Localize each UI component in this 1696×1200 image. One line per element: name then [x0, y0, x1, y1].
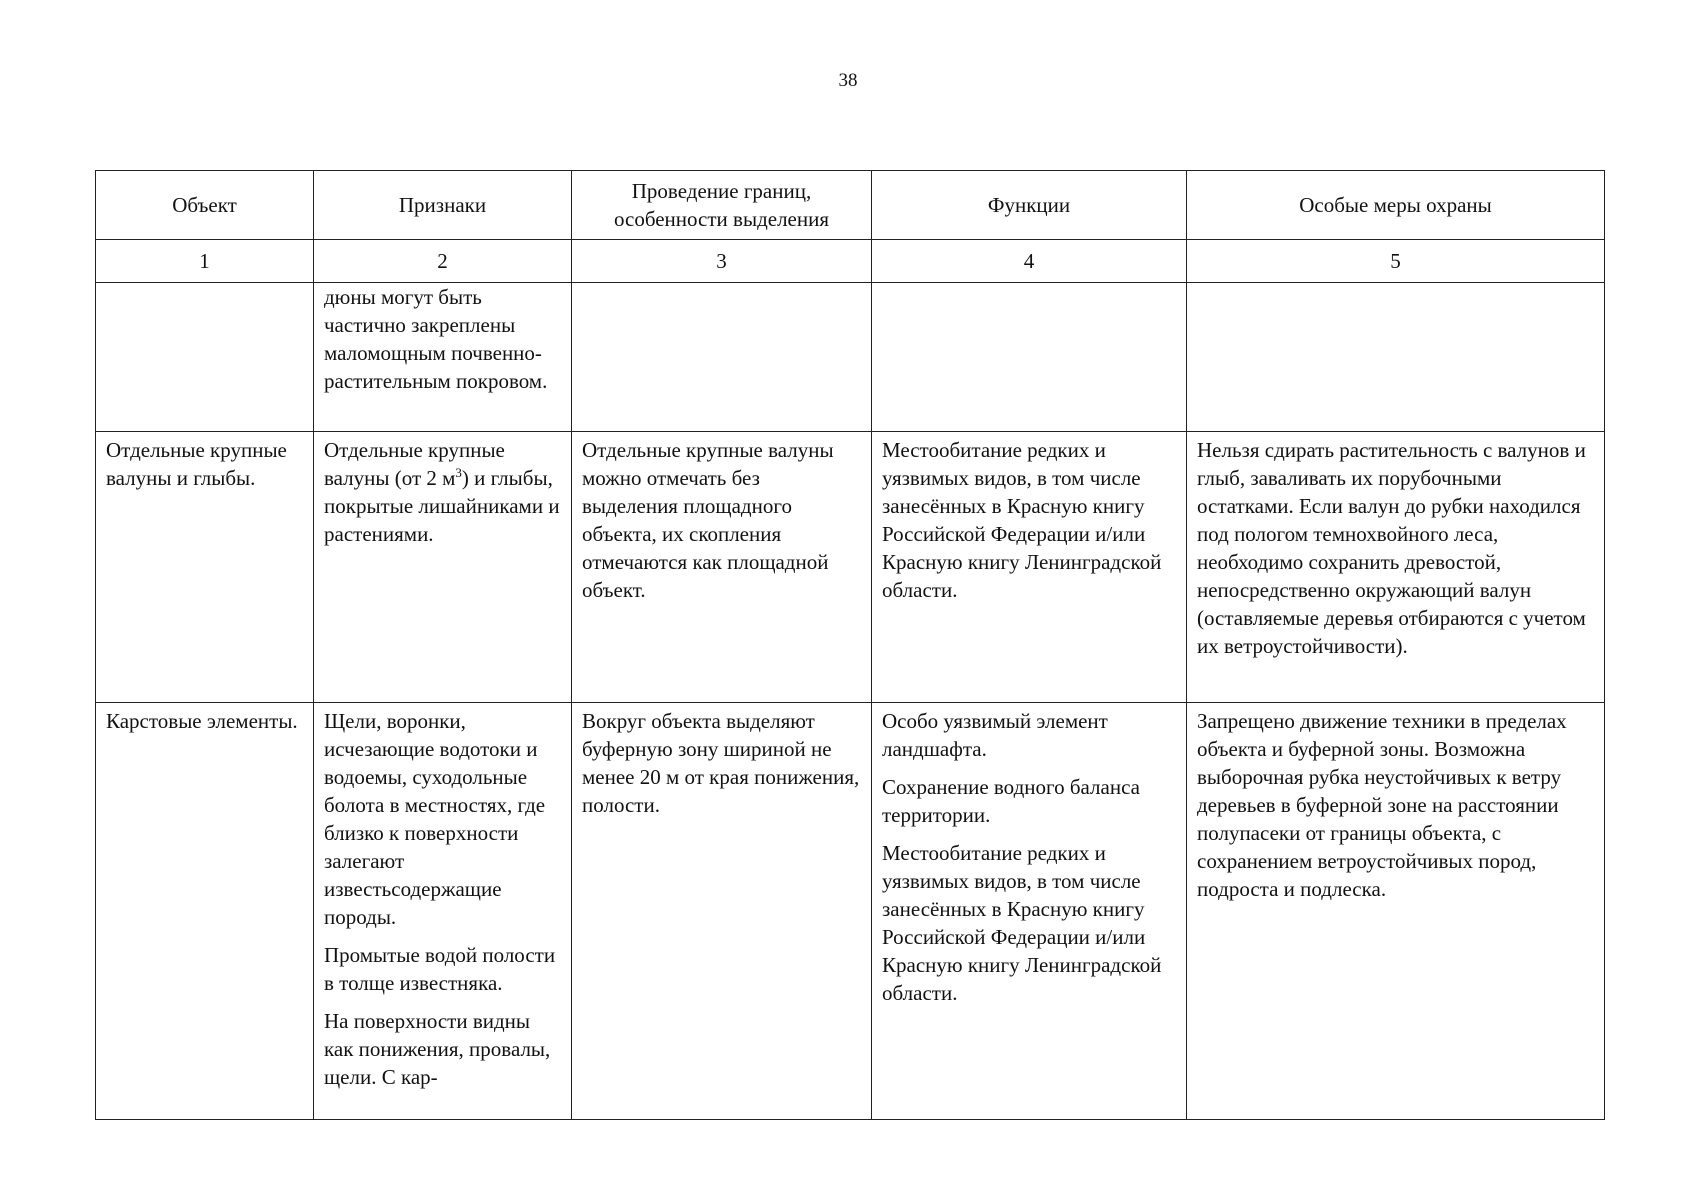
cell-functions [872, 703, 1187, 1120]
cell-paragraph: Щели, воронки, исчезающие водотоки и водоемы, суходольные болота в местностях, где близко к поверхности залегают известьсодержащие породы. [324, 709, 546, 929]
header-boundaries: Проведение границ, особенности выделения [572, 171, 872, 240]
table-row [96, 703, 1605, 1120]
column-number: 5 [1187, 240, 1605, 283]
cell-object: Отдельные крупные валуны и глыбы. [96, 432, 314, 703]
measures-table [95, 170, 1605, 1120]
superscript: 3 [455, 465, 462, 480]
cell-boundaries [572, 283, 872, 432]
cell-paragraph: Вокруг объекта выделяют буферную зону шириной не менее 20 м от края понижения, полости. [582, 709, 860, 817]
table-row [96, 283, 1605, 432]
cell-paragraph: Сохранение водного баланса территории. [882, 775, 1140, 827]
header-functions: Функции [872, 171, 1187, 240]
cell-paragraph: Промытые водой полости в толще известняка. [324, 943, 556, 995]
header-protection: Особые меры охраны [1187, 171, 1605, 240]
column-number: 4 [872, 240, 1187, 283]
cell-object: Карстовые элементы. [96, 703, 314, 1120]
cell-paragraph [324, 436, 561, 548]
cell-object [96, 283, 314, 432]
cell-paragraph: На поверхности видны как понижения, провалы, щели. С кар- [324, 1009, 551, 1089]
table-row [96, 432, 1605, 703]
cell-protection [1187, 283, 1605, 432]
header-features: Признаки [314, 171, 572, 240]
cell-boundaries [572, 432, 872, 703]
cell-features [314, 283, 572, 432]
cell-paragraph: Местообитание редких и уязвимых видов, в том числе занесённых в Красную книгу Российской Федерации и/или Красную книгу Ленинградской области. [882, 841, 1162, 1005]
column-number-row [96, 240, 1605, 283]
table-header-row [96, 171, 1605, 240]
text-run: ) и глыбы, покрытые лишайниками и растениями. [324, 466, 560, 546]
column-number: 1 [96, 240, 314, 283]
cell-features [314, 432, 572, 703]
cell-functions [872, 283, 1187, 432]
cell-paragraph: Особо уязвимый элемент ландшафта. [882, 709, 1108, 761]
cell-functions [872, 432, 1187, 703]
cell-protection [1187, 703, 1605, 1120]
cell-paragraph: Отдельные крупные валуны можно отмечать без выделения площадного объекта, их скопления отмечаются как площадной объект. [582, 438, 834, 602]
page-number: 38 [838, 70, 858, 91]
column-number: 3 [572, 240, 872, 283]
cell-paragraph: Нельзя сдирать растительность с валунов и глыб, заваливать их порубочными остатками. Если валун до рубки находился под пологом темнохвойного леса, необходимо сохранить древостой, непосредственно окружающий валун (оставляемые деревья отбираются с учетом их ветроустойчивости). [1197, 438, 1586, 658]
header-object: Объект [96, 171, 314, 240]
cell-boundaries [572, 703, 872, 1120]
cell-features [314, 703, 572, 1120]
text-run: Отдельные крупные валуны (от 2 м [324, 438, 505, 490]
column-number: 2 [314, 240, 572, 283]
cell-paragraph: Запрещено движение техники в пределах объекта и буферной зоны. Возможна выборочная рубка неустойчивых к ветру деревьев в буферной зоне на расстоянии полупасеки от границы объекта, с сохранением ветроустойчивых пород, подроста и подлеска. [1197, 709, 1567, 901]
cell-protection [1187, 432, 1605, 703]
cell-paragraph: Местообитание редких и уязвимых видов, в том числе занесённых в Красную книгу Российской Федерации и/или Красную книгу Ленинградской области. [882, 438, 1162, 602]
cell-paragraph: дюны могут быть частично закреплены маломощным почвенно-растительным покровом. [324, 285, 548, 393]
